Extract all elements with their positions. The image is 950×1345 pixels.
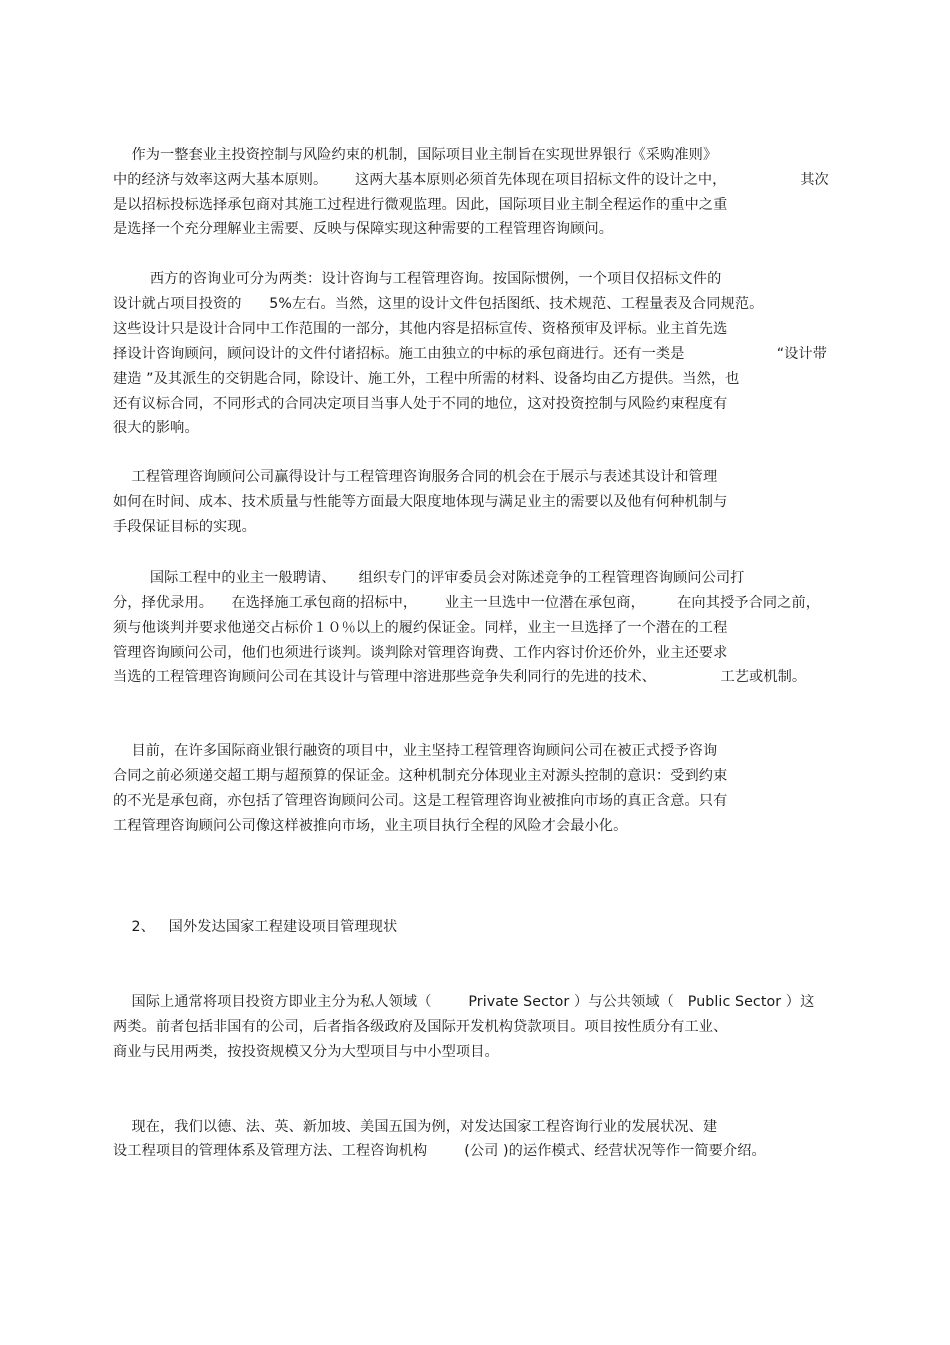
paragraph-2-line-5: 建造 ”及其派生的交钥匙合同，除设计、施工外，工程中所需的材料、设备均由乙方提供。当然，也 <box>113 371 740 387</box>
paragraph-2-line-6: 还有议标合同，不同形式的合同决定项目当事人处于不同的地位，这对投资控制与风险约束程度有 <box>113 396 728 412</box>
paragraph-1-line-3: 是以招标投标选择承包商对其施工过程进行微观监理。因此，国际项目业主制全程运作的重中之重 <box>113 197 728 213</box>
paragraph-5-line-3: 的不光是承包商，亦包括了管理咨询顾问公司。这是工程管理咨询业被推向市场的真正含意。只有 <box>113 793 728 809</box>
paragraph-5-line-4: 工程管理咨询顾问公司像这样被推向市场，业主项目执行全程的风险才会最小化。 <box>113 818 628 834</box>
paragraph-6-line-3: 商业与民用两类，按投资规模又分为大型项目与中小型项目。 <box>113 1044 499 1060</box>
paragraph-6-line-2: 两类。前者包括非国有的公司，后者指各级政府及国际开发机构贷款项目。项目按性质分有工业、 <box>113 1019 728 1035</box>
paragraph-2-line-7: 很大的影响。 <box>113 420 199 436</box>
paragraph-4-line-5: 当选的工程管理咨询顾问公司在其设计与管理中溶进那些竞争失利同行的先进的技术、 工艺或机制。 <box>113 669 807 685</box>
paragraph-3-line-2: 如何在时间、成本、技术质量与性能等方面最大限度地体现与满足业主的需要以及他有何种机制与 <box>113 494 728 510</box>
paragraph-2-line-1: 西方的咨询业可分为两类：设计咨询与工程管理咨询。按国际惯例，一个项目仅招标文件的 <box>113 271 722 287</box>
paragraph-2-line-2: 设计就占项目投资的 5%左右。当然，这里的设计文件包括图纸、技术规范、工程量表及合同规范。 <box>113 296 764 312</box>
paragraph-4-line-1: 国际工程中的业主一般聘请、 组织专门的评审委员会对陈述竞争的工程管理咨询顾问公司打 <box>113 570 745 586</box>
paragraph-3-line-1: 工程管理咨询顾问公司赢得设计与工程管理咨询服务合同的机会在于展示与表述其设计和管理 <box>113 469 718 485</box>
paragraph-6-line-1: 国际上通常将项目投资方即业主分为私人领域（ Private Sector ）与公共领域（ Public Sector ）这 <box>113 994 815 1010</box>
paragraph-4-line-2: 分，择优录用。 在选择施工承包商的招标中， 业主一旦选中一位潜在承包商， 在向其授予合同之前， <box>113 595 821 611</box>
section-heading: 2、 国外发达国家工程建设项目管理现状 <box>113 919 398 935</box>
paragraph-4-line-4: 管理咨询顾问公司，他们也须进行谈判。谈判除对管理咨询费、工作内容讨价还价外，业主还要求 <box>113 645 728 661</box>
paragraph-3-line-3: 手段保证目标的实现。 <box>113 519 256 535</box>
paragraph-5-line-2: 合同之前必须递交超工期与超预算的保证金。这种机制充分体现业主对源头控制的意识：受到约束 <box>113 768 728 784</box>
paragraph-5-line-1: 目前，在许多国际商业银行融资的项目中，业主坚持工程管理咨询顾问公司在被正式授予咨询 <box>113 743 718 759</box>
paragraph-1-line-4: 是选择一个充分理解业主需要、反映与保障实现这种需要的工程管理咨询顾问。 <box>113 221 614 237</box>
paragraph-2-line-4: 择设计咨询顾问，顾问设计的文件付诸招标。施工由独立的中标的承包商进行。还有一类是 “设计带 <box>113 346 828 362</box>
paragraph-1-line-2: 中的经济与效率这两大基本原则。 这两大基本原则必须首先体现在项目招标文件的设计之中， 其次 <box>113 172 829 188</box>
paragraph-7-line-2: 设工程项目的管理体系及管理方法、工程咨询机构 (公司 )的运作模式、经营状况等作一简要介绍。 <box>113 1143 766 1159</box>
paragraph-4-line-3: 须与他谈判并要求他递交占标价１０％以上的履约保证金。同样，业主一旦选择了一个潜在的工程 <box>113 620 728 636</box>
paragraph-7-line-1: 现在，我们以德、法、英、新加坡、美国五国为例，对发达国家工程咨询行业的发展状况、建 <box>113 1119 718 1135</box>
paragraph-1-line-1: 作为一整套业主投资控制与风险约束的机制，国际项目业主制旨在实现世界银行《采购准则》 <box>113 147 718 163</box>
paragraph-2-line-3: 这些设计只是设计合同中工作范围的一部分，其他内容是招标宣传、资格预审及评标。业主首先选 <box>113 321 728 337</box>
